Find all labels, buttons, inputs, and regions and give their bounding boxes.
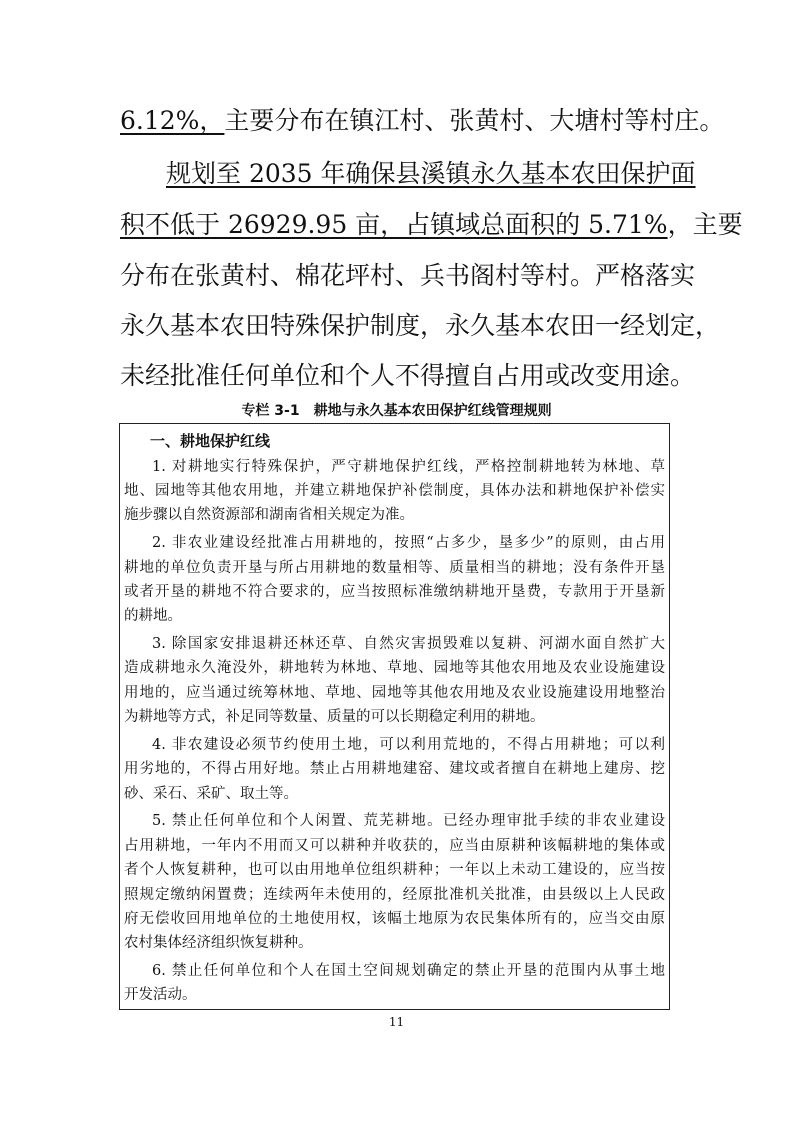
box-line: 用劣地的，不得占用好地。禁止占用耕地建窑、建坟或者擅自在耕地上建房、挖 (124, 761, 665, 777)
box-line: 砂、采石、采矿、取土等。 (124, 786, 298, 802)
box-line: 开发活动。 (124, 987, 197, 1003)
seg: 未经批准任何单位和个人不得擅自占用或改变用途。 (120, 361, 696, 390)
box-line: 或者开垦的耕地不符合要求的，应当按照标准缴纳耕地开垦费，专款用于开垦新 (124, 584, 665, 600)
page-number: 11 (388, 1015, 405, 1029)
seg: 规划至 2035 年确保县溪镇永久基本农田保护面 (166, 159, 696, 188)
box-line: 占用耕地，一年内不用而又可以耕种并收获的，应当由原耕种该幅耕地的集体或 (124, 838, 665, 854)
seg: 主要分布在镇江村、张黄村、大塘村等村庄。 (224, 106, 725, 135)
box-line: 用地的，应当通过统筹林地、草地、园地等其他农用地及农业设施建设用地整治 (124, 685, 665, 701)
seg: 分布在张黄村、棉花坪村、兵书阁村等村。严格落实 (120, 261, 696, 290)
seg: 永久基本农田特殊保护制度，永久基本农田一经划定， (120, 311, 721, 340)
body-line (120, 258, 696, 294)
box-caption: 专栏 3-1 耕地与永久基本农田保护红线管理规则 (241, 403, 552, 419)
body-line (120, 103, 725, 139)
box-line: 造成耕地永久淹没外，耕地转为林地、草地、园地等其他农用地及农业设施建设 (124, 660, 665, 676)
box-line: 者个人恢复耕种，也可以由用地单位组织耕种；一年以上未动工建设的，应当按 (124, 862, 665, 878)
box-line: 的耕地。 (124, 608, 182, 624)
box-line: 府无偿收回用地单位的土地使用权，该幅土地原为农民集体所有的，应当交由原 (124, 911, 665, 927)
box-line: 1. 对耕地实行特殊保护，严守耕地保护红线，严格控制耕地转为林地、草 (152, 459, 665, 475)
body-line (120, 308, 721, 344)
box-line: 6. 禁止任何单位和个人在国土空间规划确定的禁止开垦的范围内从事土地 (152, 963, 665, 979)
box-line: 为耕地等方式，补足同等数量、质量的可以长期稳定利用的耕地。 (124, 709, 545, 725)
box-line: 4. 非农建设必须节约使用土地，可以利用荒地的，不得占用耕地；可以利 (152, 737, 665, 753)
box-line: 2. 非农业建设经批准占用耕地的，按照“占多少，垦多少”的原则，由占用 (152, 535, 665, 551)
section-title: 一、耕地保护红线 (150, 432, 271, 450)
box-line: 农村集体经济组织恢复耕种。 (124, 935, 313, 951)
seg: 积不低于 26929.95 亩，占镇域总面积的 5.71% (120, 210, 668, 239)
body-line (120, 358, 696, 394)
body-line (166, 156, 696, 192)
box-line: 3. 除国家安排退耕还林还草、自然灾害损毁难以复耕、河湖水面自然扩大 (152, 636, 665, 652)
box-line: 耕地的单位负责开垦与所占用耕地的数量相等、质量相当的耕地；没有条件开垦 (124, 560, 665, 576)
body-line (120, 207, 743, 243)
seg: 6.12%， (120, 106, 225, 135)
seg: ，主要 (667, 210, 743, 239)
box-line: 施步骤以自然资源部和湖南省相关规定为准。 (124, 507, 414, 523)
box-line: 照规定缴纳闲置费；连续两年未使用的，经原批准机关批准，由县级以上人民政 (124, 887, 665, 903)
box-line: 5. 禁止任何单位和个人闲置、荒芜耕地。已经办理审批手续的非农业建设 (152, 813, 665, 829)
box-line: 地、园地等其他农用地，并建立耕地保护补偿制度，具体办法和耕地保护补偿实 (124, 483, 665, 499)
